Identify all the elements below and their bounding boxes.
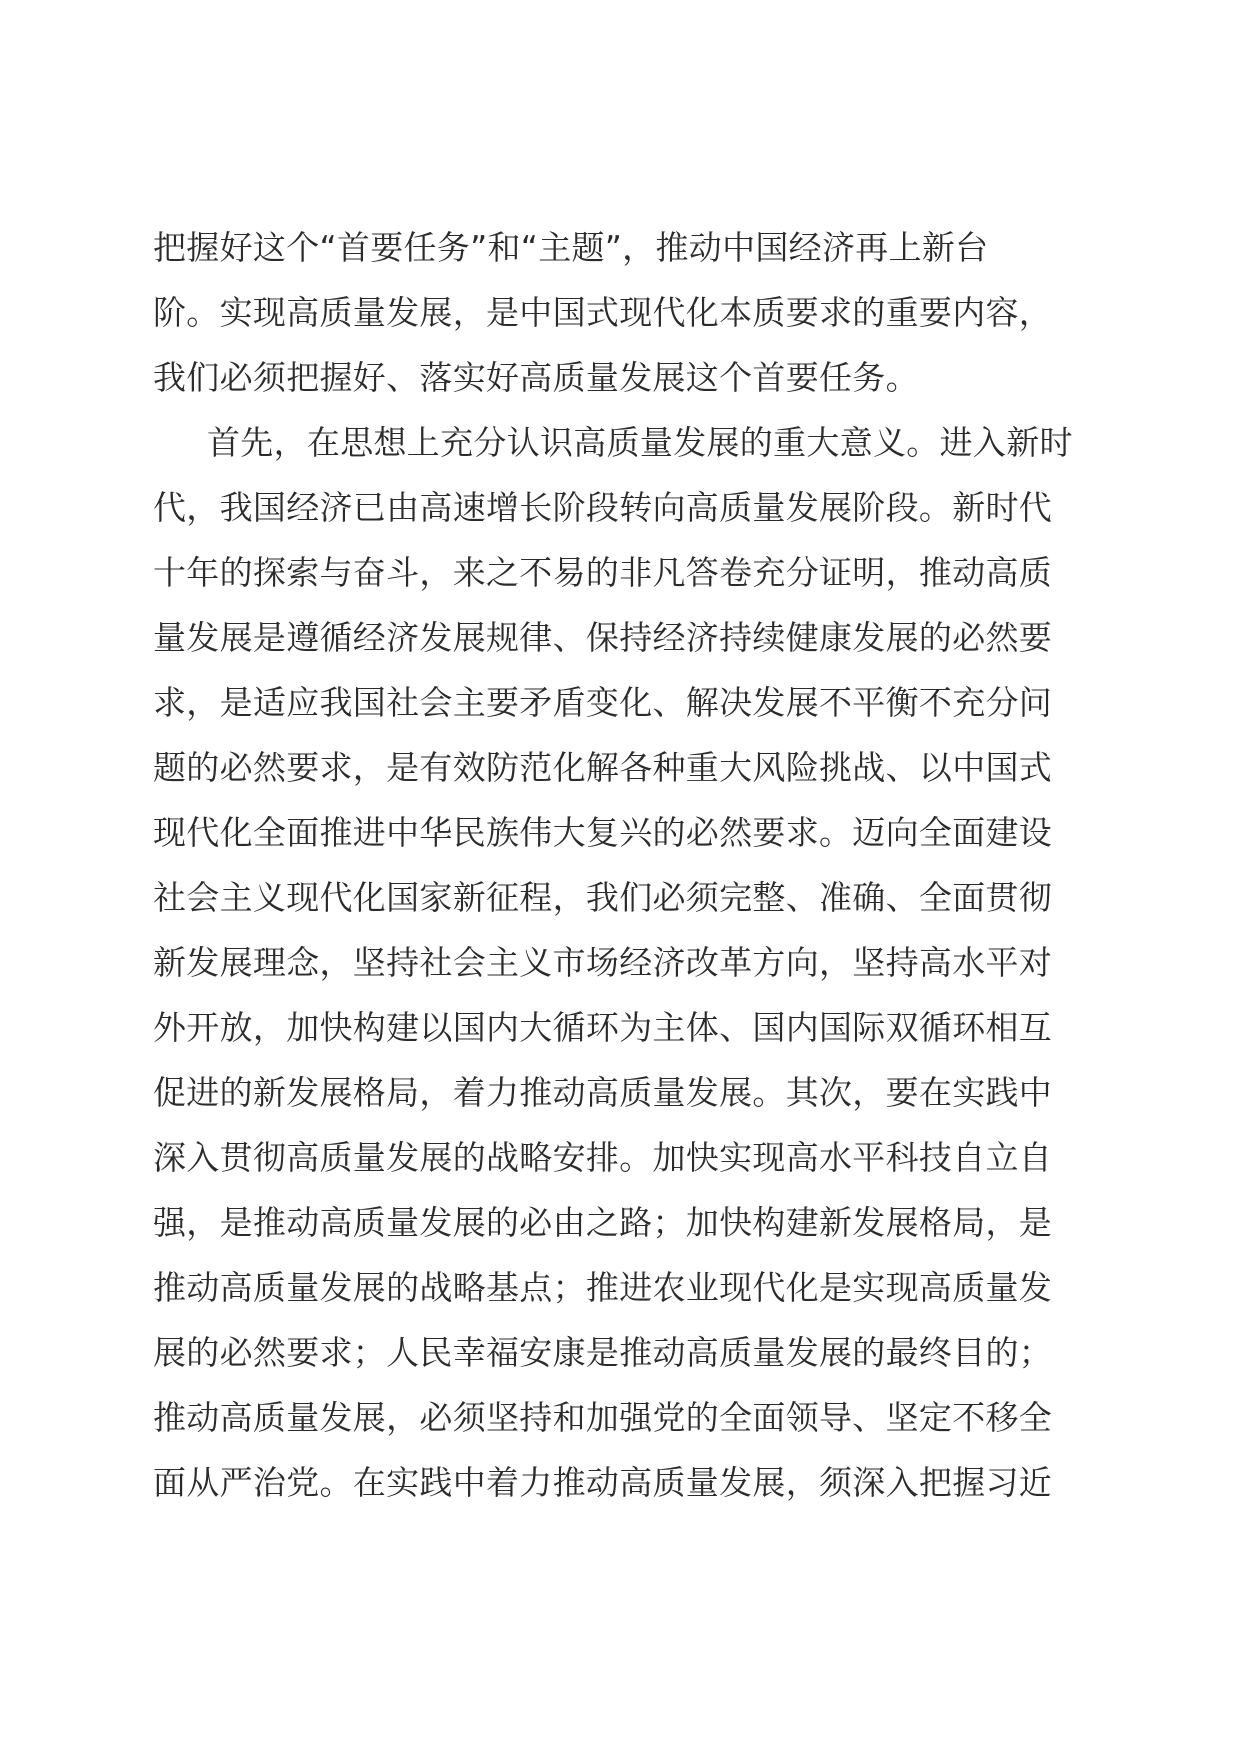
- text-line-4: 首先，在思想上充分认识高质量发展的重大意义。进入新时: [207, 423, 1073, 462]
- text-line-13: 外开放，加快构建以国内大循环为主体、国内国际双循环相互: [153, 1008, 1053, 1047]
- text-line-18: 展的必然要求；人民幸福安康是推动高质量发展的最终目的；: [153, 1333, 1053, 1372]
- text-line-17: 推动高质量发展的战略基点；推进农业现代化是实现高质量发: [153, 1268, 1053, 1307]
- text-line-7: 量发展是遵循经济发展规律、保持经济持续健康发展的必然要: [153, 618, 1053, 657]
- text-line-1: 把握好这个“首要任务”和“主题”，推动中国经济再上新台: [153, 228, 989, 267]
- body-text: [153, 215, 1093, 1515]
- text-line-20: 面从严治党。在实践中着力推动高质量发展，须深入把握习近: [153, 1463, 1053, 1502]
- text-line-14: 促进的新发展格局，着力推动高质量发展。其次，要在实践中: [153, 1073, 1053, 1112]
- text-line-19: 推动高质量发展，必须坚持和加强党的全面领导、坚定不移全: [153, 1398, 1053, 1437]
- text-line-15: 深入贯彻高质量发展的战略安排。加快实现高水平科技自立自: [153, 1138, 1053, 1177]
- text-line-8: 求，是适应我国社会主要矛盾变化、解决发展不平衡不充分问: [153, 683, 1053, 722]
- text-line-16: 强，是推动高质量发展的必由之路；加快构建新发展格局，是: [153, 1203, 1053, 1242]
- text-line-2: 阶。实现高质量发展，是中国式现代化本质要求的重要内容，: [153, 293, 1053, 332]
- text-line-10: 现代化全面推进中华民族伟大复兴的必然要求。迈向全面建设: [153, 813, 1053, 852]
- text-line-9: 题的必然要求，是有效防范化解各种重大风险挑战、以中国式: [153, 748, 1053, 787]
- text-line-5: 代，我国经济已由高速增长阶段转向高质量发展阶段。新时代: [153, 488, 1053, 527]
- text-line-6: 十年的探索与奋斗，来之不易的非凡答卷充分证明，推动高质: [153, 553, 1053, 592]
- text-line-11: 社会主义现代化国家新征程，我们必须完整、准确、全面贯彻: [153, 878, 1053, 917]
- text-line-3: 我们必须把握好、落实好高质量发展这个首要任务。: [153, 358, 919, 397]
- text-line-12: 新发展理念，坚持社会主义市场经济改革方向，坚持高水平对: [153, 943, 1053, 982]
